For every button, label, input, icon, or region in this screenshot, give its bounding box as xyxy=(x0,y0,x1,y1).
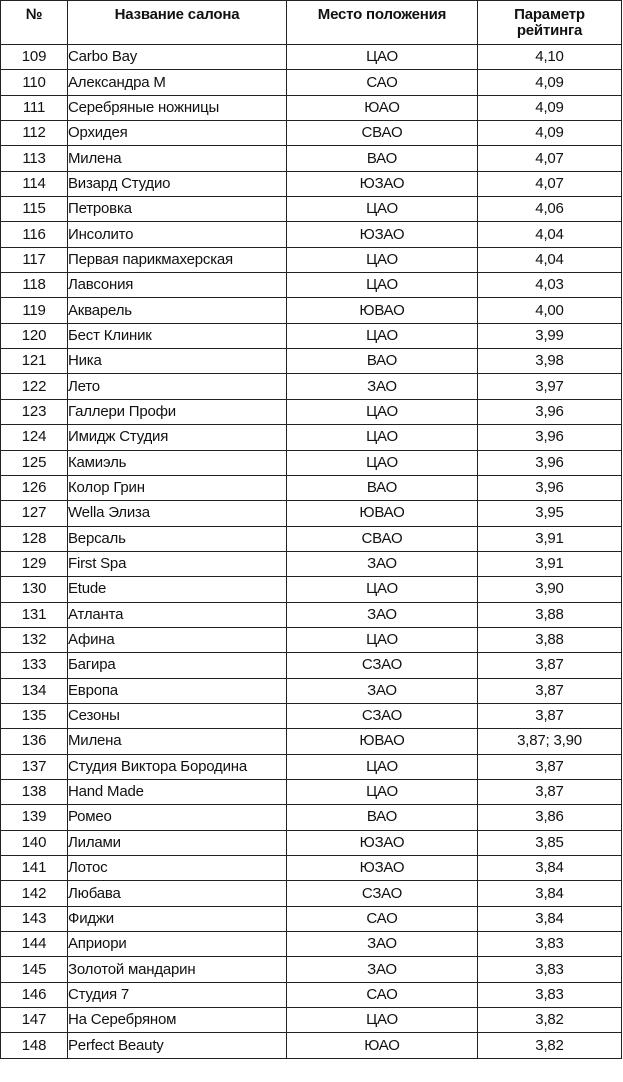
row-number: 139 xyxy=(1,805,68,830)
salon-name: Колор Грин xyxy=(68,475,287,500)
salon-name: Версаль xyxy=(68,526,287,551)
rating-value: 3,87 xyxy=(478,754,622,779)
header-rating xyxy=(478,1,622,45)
table-row xyxy=(1,349,622,374)
salon-location: СВАО xyxy=(287,121,478,146)
rating-value: 3,86 xyxy=(478,805,622,830)
row-number: 137 xyxy=(1,754,68,779)
rating-value: 4,04 xyxy=(478,247,622,272)
row-number: 112 xyxy=(1,121,68,146)
header-location: Место положения xyxy=(287,1,478,45)
header-rating-line2: рейтинга xyxy=(516,22,583,39)
salon-location: ЦАО xyxy=(287,247,478,272)
salon-name: Фиджи xyxy=(68,906,287,931)
table-row xyxy=(1,754,622,779)
rating-value: 3,83 xyxy=(478,932,622,957)
row-number: 116 xyxy=(1,222,68,247)
row-number: 123 xyxy=(1,399,68,424)
rating-value: 3,82 xyxy=(478,1008,622,1033)
table-row xyxy=(1,526,622,551)
salon-name: Любава xyxy=(68,881,287,906)
rating-value: 3,96 xyxy=(478,425,622,450)
salon-location: ВАО xyxy=(287,146,478,171)
row-number: 128 xyxy=(1,526,68,551)
rating-value: 4,09 xyxy=(478,70,622,95)
salon-location: ЦАО xyxy=(287,627,478,652)
table-row xyxy=(1,45,622,70)
salon-location: СЗАО xyxy=(287,703,478,728)
table-row xyxy=(1,374,622,399)
rating-value: 4,09 xyxy=(478,121,622,146)
rating-value: 3,97 xyxy=(478,374,622,399)
salon-name: Лавсония xyxy=(68,273,287,298)
row-number: 136 xyxy=(1,729,68,754)
rating-value: 3,82 xyxy=(478,1033,622,1058)
salon-name: First Spa xyxy=(68,551,287,576)
table-row xyxy=(1,121,622,146)
rating-value: 3,88 xyxy=(478,602,622,627)
salon-name: Афина xyxy=(68,627,287,652)
rating-value: 3,96 xyxy=(478,450,622,475)
salon-location: ЮЗАО xyxy=(287,830,478,855)
table-row xyxy=(1,627,622,652)
table-row xyxy=(1,881,622,906)
table-row xyxy=(1,678,622,703)
table-row xyxy=(1,932,622,957)
salon-name: Сезоны xyxy=(68,703,287,728)
salon-location: ЦАО xyxy=(287,197,478,222)
salon-name: Багира xyxy=(68,653,287,678)
salon-location: ЗАО xyxy=(287,932,478,957)
row-number: 117 xyxy=(1,247,68,272)
salon-name: Европа xyxy=(68,678,287,703)
row-number: 121 xyxy=(1,349,68,374)
table-row xyxy=(1,703,622,728)
row-number: 125 xyxy=(1,450,68,475)
salon-location: ВАО xyxy=(287,805,478,830)
row-number: 129 xyxy=(1,551,68,576)
salon-name: Wella Элиза xyxy=(68,501,287,526)
table-row xyxy=(1,298,622,323)
salon-name: Орхидея xyxy=(68,121,287,146)
rating-value: 3,91 xyxy=(478,551,622,576)
rating-value: 3,96 xyxy=(478,399,622,424)
salon-location: ЮЗАО xyxy=(287,222,478,247)
rating-value: 4,06 xyxy=(478,197,622,222)
salon-name: Студия 7 xyxy=(68,982,287,1007)
salon-location: ЮАО xyxy=(287,95,478,120)
salon-location: ЗАО xyxy=(287,602,478,627)
row-number: 145 xyxy=(1,957,68,982)
table-row xyxy=(1,602,622,627)
salon-name: Александра М xyxy=(68,70,287,95)
rating-value: 3,95 xyxy=(478,501,622,526)
header-salon-name: Название салона xyxy=(68,1,287,45)
salon-name: Милена xyxy=(68,729,287,754)
salon-location: ЦАО xyxy=(287,45,478,70)
salon-location: ЦАО xyxy=(287,779,478,804)
table-header xyxy=(1,1,622,45)
salon-location: ЮВАО xyxy=(287,298,478,323)
table-row xyxy=(1,957,622,982)
salon-location: ЦАО xyxy=(287,577,478,602)
row-number: 113 xyxy=(1,146,68,171)
table-body xyxy=(1,45,622,1059)
salon-location: ЦАО xyxy=(287,1008,478,1033)
salon-name: Студия Виктора Бородина xyxy=(68,754,287,779)
salon-name: Лето xyxy=(68,374,287,399)
row-number: 134 xyxy=(1,678,68,703)
rating-value: 3,91 xyxy=(478,526,622,551)
rating-value: 3,87 xyxy=(478,678,622,703)
row-number: 147 xyxy=(1,1008,68,1033)
row-number: 144 xyxy=(1,932,68,957)
salon-name: Инсолито xyxy=(68,222,287,247)
table-row xyxy=(1,856,622,881)
salon-name: Акварель xyxy=(68,298,287,323)
row-number: 148 xyxy=(1,1033,68,1058)
salon-location: ЦАО xyxy=(287,399,478,424)
row-number: 143 xyxy=(1,906,68,931)
rating-value: 4,03 xyxy=(478,273,622,298)
table-row xyxy=(1,906,622,931)
table-row xyxy=(1,805,622,830)
row-number: 118 xyxy=(1,273,68,298)
table-row xyxy=(1,551,622,576)
salon-name: Hand Made xyxy=(68,779,287,804)
salon-name: Лотос xyxy=(68,856,287,881)
table-row xyxy=(1,425,622,450)
row-number: 120 xyxy=(1,323,68,348)
table-row xyxy=(1,653,622,678)
table-row xyxy=(1,779,622,804)
salon-name: Атланта xyxy=(68,602,287,627)
salon-location: ВАО xyxy=(287,349,478,374)
row-number: 109 xyxy=(1,45,68,70)
salon-name: Петровка xyxy=(68,197,287,222)
salon-name: Милена xyxy=(68,146,287,171)
table-row xyxy=(1,830,622,855)
table-row xyxy=(1,577,622,602)
salon-name: Лилами xyxy=(68,830,287,855)
salon-name: Камиэль xyxy=(68,450,287,475)
salon-name: Carbo Bay xyxy=(68,45,287,70)
table-row xyxy=(1,982,622,1007)
row-number: 114 xyxy=(1,171,68,196)
row-number: 115 xyxy=(1,197,68,222)
header-row xyxy=(1,1,622,45)
rating-value: 4,04 xyxy=(478,222,622,247)
salon-location: ЗАО xyxy=(287,551,478,576)
rating-value: 3,87 xyxy=(478,703,622,728)
rating-value: 3,83 xyxy=(478,982,622,1007)
rating-value: 4,07 xyxy=(478,146,622,171)
table-row xyxy=(1,70,622,95)
salon-location: ЮЗАО xyxy=(287,171,478,196)
row-number: 111 xyxy=(1,95,68,120)
rating-value: 4,10 xyxy=(478,45,622,70)
table-row xyxy=(1,1033,622,1058)
rating-value: 3,85 xyxy=(478,830,622,855)
table-row xyxy=(1,146,622,171)
salon-name: Априори xyxy=(68,932,287,957)
rating-value: 3,87 xyxy=(478,653,622,678)
salon-location: ЮВАО xyxy=(287,501,478,526)
salon-location: САО xyxy=(287,906,478,931)
salon-location: СЗАО xyxy=(287,653,478,678)
table-row xyxy=(1,475,622,500)
table-row xyxy=(1,197,622,222)
rating-value: 4,07 xyxy=(478,171,622,196)
table-row xyxy=(1,1008,622,1033)
row-number: 140 xyxy=(1,830,68,855)
row-number: 141 xyxy=(1,856,68,881)
rating-value: 3,99 xyxy=(478,323,622,348)
rating-value: 3,83 xyxy=(478,957,622,982)
rating-value: 3,84 xyxy=(478,856,622,881)
table-row xyxy=(1,95,622,120)
rating-value: 4,09 xyxy=(478,95,622,120)
salon-name: Золотой мандарин xyxy=(68,957,287,982)
salon-name: Первая парикмахерская xyxy=(68,247,287,272)
row-number: 130 xyxy=(1,577,68,602)
row-number: 135 xyxy=(1,703,68,728)
salon-name: Etude xyxy=(68,577,287,602)
table-row xyxy=(1,729,622,754)
row-number: 133 xyxy=(1,653,68,678)
rating-value: 3,96 xyxy=(478,475,622,500)
salon-location: ЮЗАО xyxy=(287,856,478,881)
table-row xyxy=(1,247,622,272)
header-number: № xyxy=(1,1,68,45)
salon-location: ВАО xyxy=(287,475,478,500)
header-rating-line1: Параметр xyxy=(514,6,585,23)
salon-location: САО xyxy=(287,70,478,95)
rating-value: 3,87; 3,90 xyxy=(478,729,622,754)
salon-name: Визард Студио xyxy=(68,171,287,196)
salon-name: Perfect Beauty xyxy=(68,1033,287,1058)
rating-value: 3,87 xyxy=(478,779,622,804)
salon-name: Ромео xyxy=(68,805,287,830)
rating-value: 4,00 xyxy=(478,298,622,323)
salon-name: Серебряные ножницы xyxy=(68,95,287,120)
row-number: 127 xyxy=(1,501,68,526)
salon-location: ЗАО xyxy=(287,678,478,703)
row-number: 132 xyxy=(1,627,68,652)
salon-name: Бест Клиник xyxy=(68,323,287,348)
salon-location: ЮВАО xyxy=(287,729,478,754)
salon-location: ЗАО xyxy=(287,374,478,399)
salon-location: ЦАО xyxy=(287,754,478,779)
salon-location: ЗАО xyxy=(287,957,478,982)
rating-value: 3,90 xyxy=(478,577,622,602)
salon-location: СЗАО xyxy=(287,881,478,906)
rating-value: 3,98 xyxy=(478,349,622,374)
table-row xyxy=(1,273,622,298)
row-number: 142 xyxy=(1,881,68,906)
salon-name: Ника xyxy=(68,349,287,374)
row-number: 122 xyxy=(1,374,68,399)
table-row xyxy=(1,450,622,475)
row-number: 131 xyxy=(1,602,68,627)
row-number: 138 xyxy=(1,779,68,804)
salon-name: Имидж Студия xyxy=(68,425,287,450)
rating-value: 3,88 xyxy=(478,627,622,652)
rating-value: 3,84 xyxy=(478,881,622,906)
salon-name: На Серебряном xyxy=(68,1008,287,1033)
table-row xyxy=(1,323,622,348)
salon-location: ЦАО xyxy=(287,425,478,450)
salon-location: СВАО xyxy=(287,526,478,551)
salon-location: ЮАО xyxy=(287,1033,478,1058)
row-number: 119 xyxy=(1,298,68,323)
rating-value: 3,84 xyxy=(478,906,622,931)
row-number: 124 xyxy=(1,425,68,450)
salon-name: Галлери Профи xyxy=(68,399,287,424)
row-number: 126 xyxy=(1,475,68,500)
salon-location: САО xyxy=(287,982,478,1007)
row-number: 146 xyxy=(1,982,68,1007)
table-row xyxy=(1,222,622,247)
salon-location: ЦАО xyxy=(287,273,478,298)
table-row xyxy=(1,501,622,526)
table-row xyxy=(1,399,622,424)
salon-location: ЦАО xyxy=(287,450,478,475)
salon-location: ЦАО xyxy=(287,323,478,348)
row-number: 110 xyxy=(1,70,68,95)
table-row xyxy=(1,171,622,196)
